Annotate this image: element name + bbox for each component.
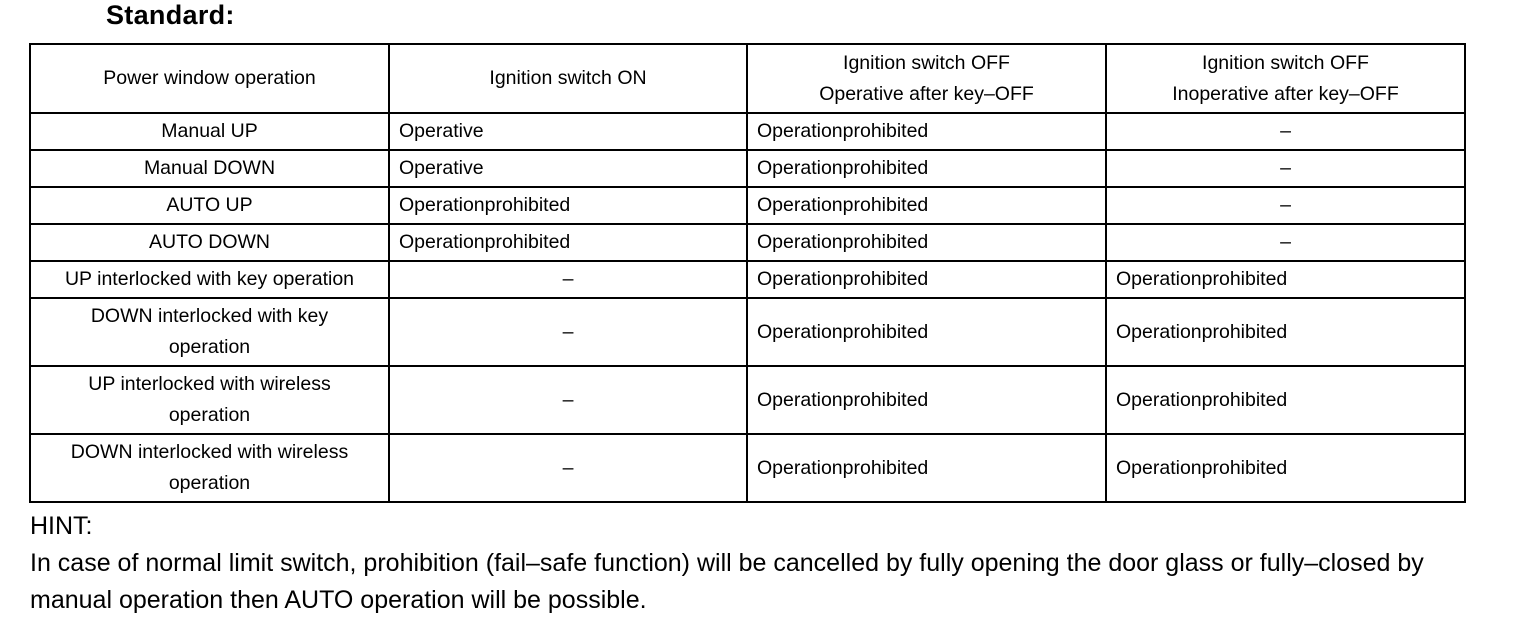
table-row: [30, 366, 1465, 434]
table-row: [30, 298, 1465, 366]
header-line: Ignition switch ON: [489, 67, 647, 89]
cell-ignition-on: –: [389, 366, 747, 434]
table-row: [30, 261, 1465, 298]
header-ignition-off-inoperative: [1106, 44, 1465, 113]
header-line: Inoperative after key–OFF: [1172, 82, 1399, 105]
hint-body: In case of normal limit switch, prohibition (fail–safe function) will be cancelled by fully opening the door glass or fully–closed by manual operation then AUTO operation will be possible.: [30, 549, 1424, 614]
cell-off-operative: Operationprohibited: [747, 224, 1106, 261]
cell-off-inoperative: –: [1106, 150, 1465, 187]
cell-off-operative: Operationprohibited: [747, 187, 1106, 224]
cell-operation: UP interlocked with wireless operation: [30, 366, 389, 434]
cell-ignition-on: Operative: [389, 113, 747, 150]
cell-ignition-on: –: [389, 261, 747, 298]
cell-ignition-on: Operationprohibited: [389, 187, 747, 224]
cell-ignition-on: Operative: [389, 150, 747, 187]
table-header-row: [30, 44, 1465, 113]
cell-off-inoperative: –: [1106, 113, 1465, 150]
header-line: Power window operation: [103, 67, 316, 89]
cell-off-operative: Operationprohibited: [747, 113, 1106, 150]
table-row: [30, 113, 1465, 150]
cell-off-inoperative: –: [1106, 224, 1465, 261]
table-row: [30, 187, 1465, 224]
cell-operation: Manual UP: [30, 113, 389, 150]
header-ignition-on: [389, 44, 747, 113]
table-row: [30, 434, 1465, 502]
power-window-table: [29, 43, 1466, 503]
cell-ignition-on: Operationprohibited: [389, 224, 747, 261]
hint-block: [30, 508, 1490, 619]
cell-operation: AUTO UP: [30, 187, 389, 224]
cell-off-operative: Operationprohibited: [747, 298, 1106, 366]
header-line: Ignition switch OFF: [1202, 51, 1369, 74]
cell-off-operative: Operationprohibited: [747, 150, 1106, 187]
cell-operation: DOWN interlocked with wireless operation: [30, 434, 389, 502]
header-line: Operative after key–OFF: [819, 82, 1034, 105]
cell-off-operative: Operationprohibited: [747, 434, 1106, 502]
section-heading: Standard:: [106, 0, 235, 30]
table-row: [30, 150, 1465, 187]
cell-operation: UP interlocked with key operation: [30, 261, 389, 298]
cell-off-inoperative: Operationprohibited: [1106, 298, 1465, 366]
table-row: [30, 224, 1465, 261]
cell-off-inoperative: Operationprohibited: [1106, 434, 1465, 502]
header-ignition-off-operative: [747, 44, 1106, 113]
cell-off-inoperative: –: [1106, 187, 1465, 224]
cell-operation: DOWN interlocked with key operation: [30, 298, 389, 366]
cell-operation: Manual DOWN: [30, 150, 389, 187]
hint-title: HINT:: [30, 512, 93, 540]
cell-off-operative: Operationprohibited: [747, 261, 1106, 298]
cell-ignition-on: –: [389, 298, 747, 366]
header-line: Ignition switch OFF: [843, 51, 1010, 74]
cell-off-inoperative: Operationprohibited: [1106, 366, 1465, 434]
cell-ignition-on: –: [389, 434, 747, 502]
header-power-window-operation: [30, 44, 389, 113]
cell-off-inoperative: Operationprohibited: [1106, 261, 1465, 298]
cell-off-operative: Operationprohibited: [747, 366, 1106, 434]
cell-operation: AUTO DOWN: [30, 224, 389, 261]
